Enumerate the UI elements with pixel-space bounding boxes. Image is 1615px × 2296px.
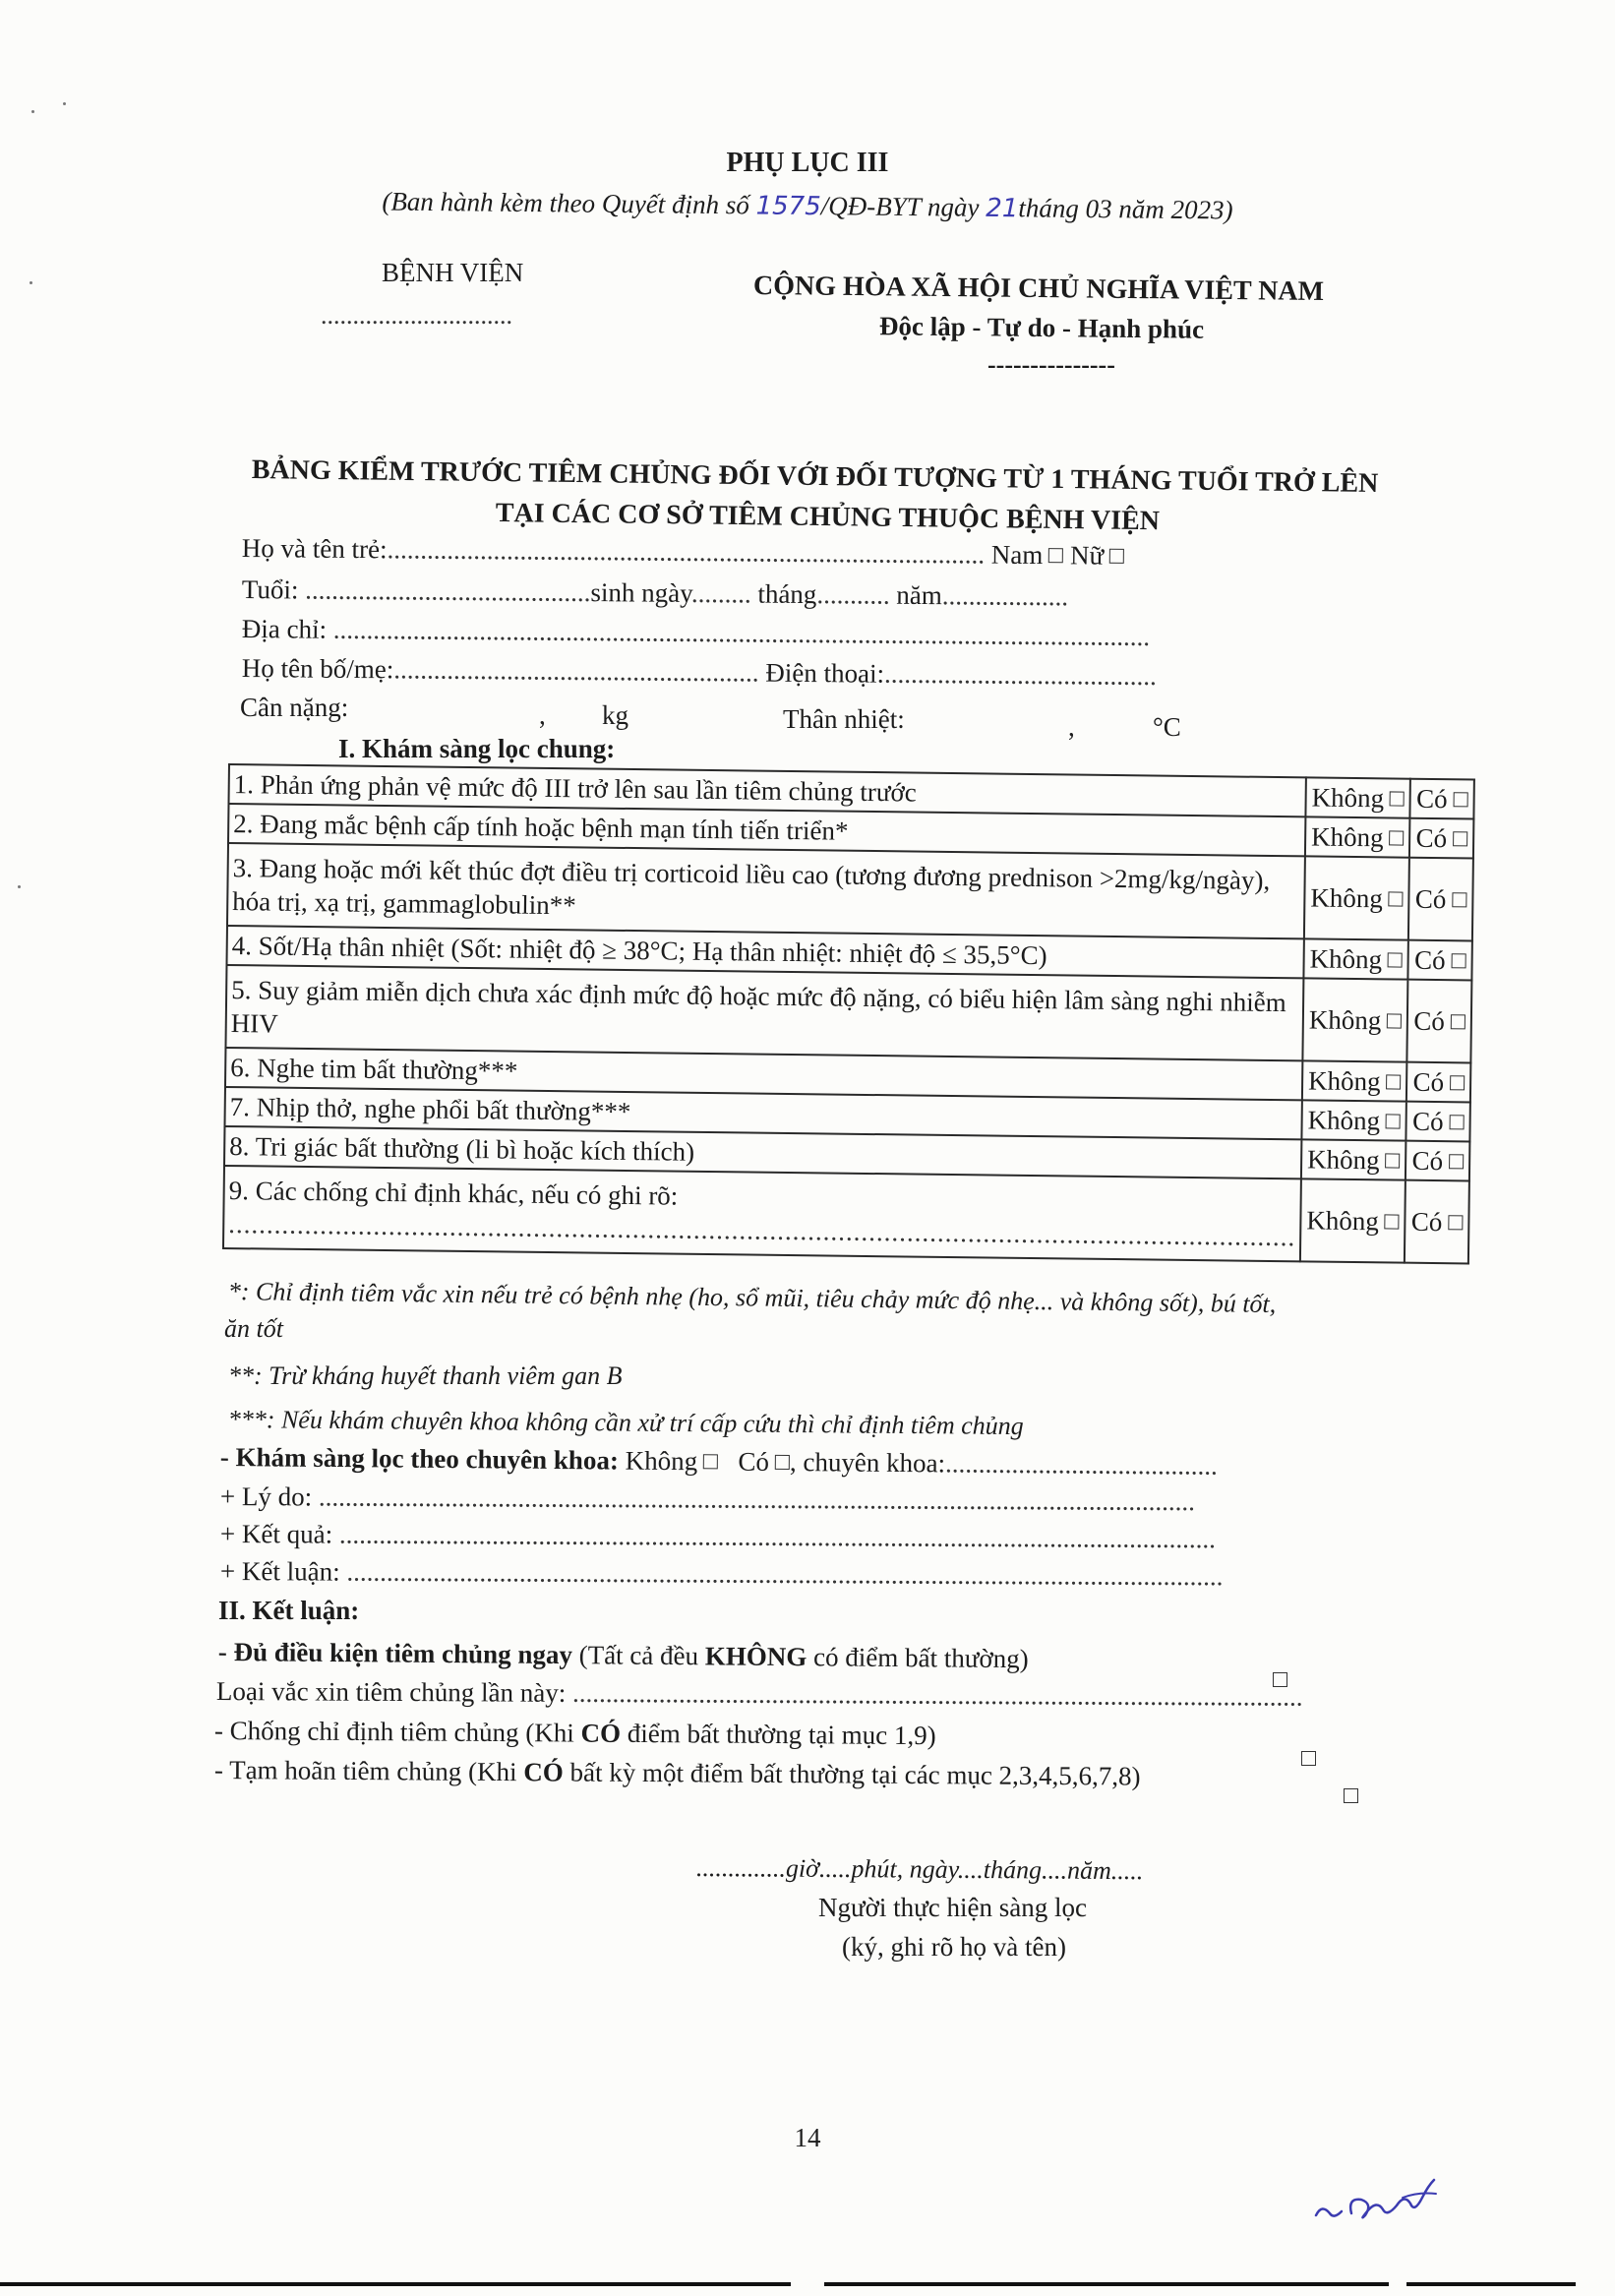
screening-row (227, 843, 1473, 940)
screening-answer-no (1305, 777, 1410, 817)
weight-unit: kg (602, 700, 628, 730)
answer-yes-label: Có (1410, 1206, 1443, 1238)
section1-title: I. Khám sàng lọc chung: (338, 734, 616, 763)
answer-no-label: Không (1306, 1205, 1380, 1237)
screening-question-text: 9. Các chống chỉ định khác, nếu có ghi rõ: (228, 1176, 679, 1211)
answer-no-label: Không (1309, 943, 1383, 975)
answer-no-label: Không (1307, 1105, 1381, 1136)
answer-no-checkbox[interactable] (1385, 1154, 1400, 1169)
signature-role: Người thực hiện sàng lọc (818, 1893, 1087, 1922)
screening-question-text: 3. Đang hoặc mới kết thúc đợt điều trị corticoid liều cao (tương đương prednison >2mg/kg/ngày), hóa trị, xạ trị, gammaglobulin** (232, 853, 1271, 921)
answer-no-checkbox[interactable] (1390, 792, 1405, 807)
form-title-line2: TẠI CÁC CƠ SỞ TIÊM CHỦNG THUỘC BỆNH VIỆN (495, 498, 1161, 537)
screening-answer-no (1302, 1060, 1407, 1101)
scan-edge-line (824, 2282, 1389, 2286)
weight-label: Cân nặng: (240, 693, 349, 722)
answer-yes-checkbox[interactable] (1451, 954, 1465, 969)
answer-yes-checkbox[interactable] (1453, 793, 1467, 808)
hospital-name-blank: .............................. (321, 301, 512, 330)
screening-question (227, 843, 1305, 938)
answer-no-label: Không (1310, 821, 1384, 853)
answer-no-label: Không (1310, 882, 1384, 914)
answer-no-checkbox[interactable] (1385, 1215, 1400, 1230)
scan-speck (30, 281, 32, 284)
screening-answer-yes (1405, 1180, 1469, 1264)
answer-no-label: Không (1311, 782, 1385, 814)
screening-answer-yes (1407, 980, 1472, 1063)
age-dob-row: Tuổi: ...........................................sinh ngày......... tháng........... năm................... (241, 574, 1069, 612)
answer-no-label: Không (1308, 1004, 1382, 1036)
screening-answer-yes (1406, 1102, 1470, 1142)
appendix-title: PHỤ LỤC III (726, 148, 889, 178)
answer-no-checkbox[interactable] (1387, 1014, 1402, 1029)
postpone-row: - Tạm hoãn tiêm chủng (Khi CÓ bất kỳ một điểm bất thường tại các mục 2,3,4,5,6,7,8) (213, 1755, 1141, 1791)
screening-question-text: 7. Nhịp thở, nghe phổi bất thường*** (229, 1092, 631, 1127)
specialty-result-row: + Kết quả: .................................................................................................................................... (219, 1519, 1216, 1554)
answer-yes-label: Có (1411, 1106, 1444, 1137)
handwritten-initials (1308, 2164, 1465, 2233)
answer-no-checkbox[interactable] (1386, 1075, 1401, 1090)
screening-answer-yes (1409, 818, 1473, 859)
answer-no-checkbox[interactable] (1388, 953, 1403, 968)
answer-no-label: Không (1306, 1144, 1380, 1176)
answer-yes-label: Có (1414, 883, 1447, 915)
answer-no-label: Không (1307, 1065, 1381, 1097)
eligible-row: - Đủ điều kiện tiêm chủng ngay (Tất cả đều KHÔNG có điểm bất thường) (217, 1637, 1029, 1674)
answer-no-checkbox[interactable] (1386, 1115, 1401, 1129)
answer-no-checkbox[interactable] (1389, 892, 1404, 907)
screening-answer-yes (1410, 779, 1474, 819)
note-2: **: Trừ kháng huyết thanh viêm gan B (228, 1361, 623, 1390)
screening-question (225, 965, 1303, 1060)
scan-edge-line (1406, 2282, 1576, 2286)
appendix-issued-line: (Ban hành kèm theo Quyết định số 1575/QĐ-BYT ngày 21tháng 03 năm 2023) (382, 186, 1233, 225)
scan-speck (31, 110, 34, 113)
specialty-no-checkbox[interactable] (703, 1455, 718, 1470)
answer-yes-label: Có (1413, 1005, 1446, 1037)
screening-row (225, 965, 1471, 1062)
gender-female-label: Nữ (1069, 540, 1105, 571)
note-1: *: Chỉ định tiêm vắc xin nếu trẻ có bệnh nhẹ (ho, sổ mũi, tiêu chảy mức độ nhẹ... và không sốt), bú tốt, (227, 1277, 1277, 1319)
answer-yes-checkbox[interactable] (1450, 1075, 1465, 1090)
vaccine-type-row: Loại vắc xin tiêm chủng lần này: .............................................................................................................. (215, 1676, 1303, 1712)
screening-answer-no (1301, 1139, 1406, 1179)
screening-answer-no (1305, 816, 1410, 857)
answer-yes-checkbox[interactable] (1451, 1015, 1465, 1030)
screening-answer-yes (1406, 1062, 1470, 1103)
screening-answer-no (1304, 856, 1409, 939)
address-row: Địa chỉ: ........................................................................................................................... (241, 614, 1151, 652)
decision-day: 21 (986, 193, 1019, 224)
answer-yes-label: Có (1411, 1145, 1444, 1177)
answer-no-checkbox[interactable] (1389, 831, 1404, 846)
screening-answer-no (1301, 1100, 1406, 1140)
answer-yes-label: Có (1415, 822, 1448, 854)
screening-answer-no (1303, 938, 1408, 979)
form-title-line1: BẢNG KIỂM TRƯỚC TIÊM CHỦNG ĐỐI VỚI ĐỐI TƯỢNG TỪ 1 THÁNG TUỔI TRỞ LÊN (251, 454, 1379, 499)
screening-question-text: 5. Suy giảm miễn dịch chưa xác định mức độ hoặc mức độ nặng, có biểu hiện lâm sàng nghi nhiễm HIV (230, 975, 1286, 1039)
motto-rule: --------------- (987, 350, 1115, 379)
specialty-row: - Khám sàng lọc theo chuyên khoa: Không Có , chuyên khoa:......................................... (219, 1442, 1218, 1480)
postpone-checkbox[interactable] (1344, 1788, 1358, 1803)
temperature-unit: °C (1153, 712, 1181, 742)
scan-edge-line (0, 2282, 791, 2286)
gender-male-label: Nam (990, 539, 1044, 571)
answer-yes-checkbox[interactable] (1449, 1154, 1464, 1169)
screening-question-text: 4. Sốt/Hạ thân nhiệt (Sốt: nhiệt độ ≥ 38°C; Hạ thân nhiệt: nhiệt độ ≤ 35,5°C) (231, 931, 1047, 971)
answer-yes-checkbox[interactable] (1449, 1115, 1464, 1129)
screening-question-text: 6. Nghe tim bất thường*** (230, 1053, 518, 1086)
answer-yes-checkbox[interactable] (1452, 893, 1466, 908)
contraindication-row: - Chống chỉ định tiêm chủng (Khi CÓ điểm bất thường tại mục 1,9) (213, 1716, 936, 1751)
screening-question-text: 8. Tri giác bất thường (li bì hoặc kích thích) (229, 1131, 695, 1167)
screening-question-text: 2. Đang mắc bệnh cấp tính hoặc bệnh mạn tính tiến triển* (233, 809, 849, 846)
screening-question-text: 1. Phản ứng phản vệ mức độ III trở lên sau lần tiêm chủng trước (233, 769, 917, 808)
answer-yes-label: Có (1413, 944, 1446, 976)
screening-answer-yes (1406, 1141, 1469, 1181)
screening-row (223, 1166, 1469, 1263)
screening-answer-yes (1408, 940, 1472, 981)
answer-yes-checkbox[interactable] (1448, 1215, 1463, 1230)
decision-number: 1575 (755, 191, 821, 222)
temperature-label: Thân nhiệt: (783, 704, 905, 734)
section2-title: II. Kết luận: (218, 1596, 360, 1625)
answer-yes-checkbox[interactable] (1453, 832, 1467, 847)
answer-yes-label: Có (1415, 783, 1448, 815)
hospital-label: BỆNH VIỆN (382, 258, 524, 287)
motto: Độc lập - Tự do - Hạnh phúc (878, 311, 1205, 344)
scan-speck (18, 885, 21, 888)
child-name-row: Họ và tên trẻ:.......................................................................................... Nam Nữ (242, 533, 1125, 572)
screening-question (223, 1166, 1301, 1261)
screening-answer-no (1300, 1178, 1406, 1262)
temperature-separator: , (1068, 712, 1075, 742)
parent-phone-row: Họ tên bố/mẹ:....................................................... Điện thoại:......................................... (241, 653, 1157, 692)
signature-instruction: (ký, ghi rõ họ và tên) (842, 1932, 1066, 1962)
gender-female-checkbox[interactable] (1109, 549, 1124, 564)
weight-separator: , (539, 700, 546, 730)
answer-yes-label: Có (1412, 1066, 1445, 1098)
screening-answer-no (1302, 978, 1407, 1061)
note-3: ***: Nếu khám chuyên khoa không cần xử trí cấp cứu thì chỉ định tiêm chủng (227, 1405, 1024, 1441)
note-1-continued: ăn tốt (224, 1314, 283, 1343)
signature-datetime: ..............giờ.....phút, ngày....tháng....năm..... (695, 1853, 1144, 1886)
screening-table (222, 763, 1475, 1264)
other-contraindication-blank: ............................................................................................................................................ (228, 1209, 1296, 1252)
specialty-reason-row: + Lý do: .................................................................................................................................... (219, 1481, 1195, 1517)
country-name: CỘNG HÒA XÃ HỘI CHỦ NGHĨA VIỆT NAM (752, 270, 1325, 308)
screening-answer-yes (1408, 858, 1473, 941)
scan-speck (63, 102, 66, 105)
contraindication-checkbox[interactable] (1301, 1751, 1316, 1766)
page-number: 14 (794, 2123, 821, 2152)
specialty-conclusion-row: + Kết luận: .................................................................................................................................... (219, 1556, 1224, 1592)
specialty-yes-checkbox[interactable] (775, 1455, 790, 1470)
gender-male-checkbox[interactable] (1048, 548, 1063, 563)
